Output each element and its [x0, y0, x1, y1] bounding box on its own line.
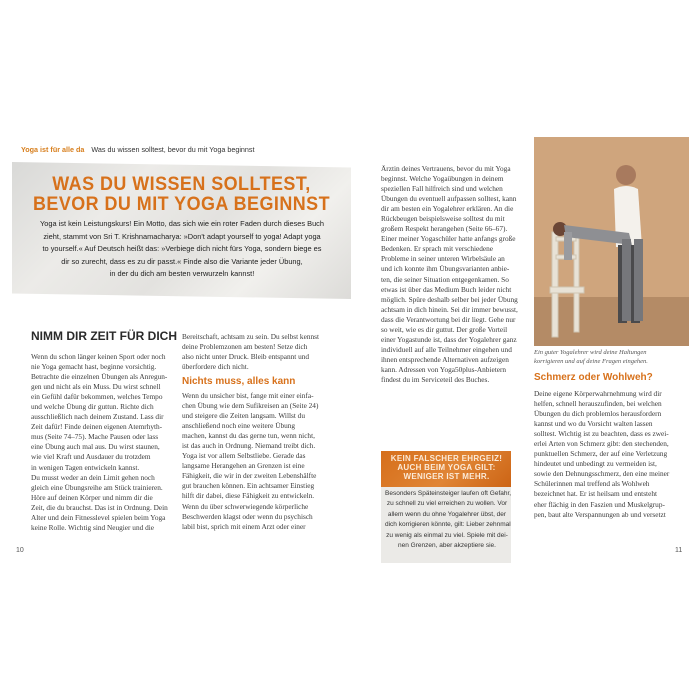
tip-box-title-line: AUCH BEIM YOGA GILT: [397, 463, 496, 472]
text-line: Bedenken. Er sprach mit verschiedene [381, 244, 494, 254]
text-line: gen und nicht als ein Muss. Du wirst schnell [31, 382, 161, 392]
text-line: ausschließlich nach deinem Zustand. Lass dir [31, 412, 164, 422]
text-line: ten, die seiner Situation entgegenkamen. So [381, 274, 509, 284]
text-line: Beschwerden klagst oder wenn du psychisch [182, 511, 313, 521]
text-line: helfen, schnell herauszufinden, bei welchen [534, 399, 662, 409]
text-line: punktuellen Schmerz, der auf eine Verletzung [534, 449, 668, 459]
running-head-title: Was du wissen solltest, bevor du mit Yoga beginnst [91, 145, 255, 154]
text-line: Einer meiner Yogaschüler hatte anfangs große [381, 234, 516, 244]
text-line: also nicht unter Druck. Bleib entspannt und [182, 352, 310, 362]
text-line: bezeichnet hat. Er ist heilsam und entsteht [534, 489, 657, 499]
text-line: und ich konnte ihm Übungsvarianten anbie- [381, 264, 510, 274]
text-line: eine Übung auch mal aus. Du wirst staunen, [31, 442, 160, 452]
text-line: hilft dir dabei, diese Fähigkeit zu entwickeln. [182, 491, 315, 501]
tip-box-line: dich korrigieren könnte, gilt: Lieber zehnmal [385, 521, 511, 529]
text-line: Fähigkeit, die wir in der zweiten Lebenshälfte [182, 471, 317, 481]
text-line: speziellen Fall hilfreich sind und welchen [381, 184, 503, 194]
subsection-heading: Schmerz oder Wohlweh? [534, 372, 653, 383]
page-number-right: 11 [675, 547, 683, 554]
column-1 [31, 352, 171, 533]
tip-box-title [384, 454, 509, 481]
tip-box-line: zu schnell zu viel erreichen zu wollen. Vor [386, 500, 508, 508]
text-line: dir am besten ein Yogalehrer erklären. An die [381, 204, 514, 214]
photo-caption [534, 349, 694, 366]
text-line: kann. Adressen von Yoga50plus-Anbietern [381, 364, 507, 374]
text-line: Höre auf deinen Körper und nimm dir die [31, 492, 153, 502]
text-line: achtsam in dich hinein. Sei dir immer bewusst, [381, 304, 518, 314]
column-4 [534, 389, 684, 520]
text-line: ist das auch in Ordnung. Niemand treibt dich. [182, 441, 316, 451]
text-line: Yoga ist vor allem Selbstliebe. Gerade das [182, 451, 306, 461]
tip-box-title-line: WENIGER IST MEHR. [403, 472, 490, 481]
text-line: Probleme in seiner unteren Wirbelsäule an [381, 254, 505, 264]
intro-text-line: Yoga ist kein Leistungskurs! Ein Motto, das sich wie ein roter Faden durch dieses Buch [39, 219, 324, 228]
intro-text-line: in der du dich am besten verwurzeln kannst! [109, 269, 255, 279]
text-line: individuell auf alle Teilnehmer eingehen und [381, 344, 512, 354]
text-line: erlei Arten von Schmerz gibt: den stechenden, [534, 439, 669, 449]
caption-line: korrigieren und auf deine Fragen eingehen. [534, 357, 648, 365]
caption-line: Ein guter Yogalehrer wird deine Haltungen [534, 349, 647, 356]
text-line: Du musst weder an dein Limit gehen noch [31, 472, 155, 482]
text-line: ihnen entsprechende Alternativen aufzeigen [381, 354, 509, 364]
tip-box-line: Besonders Späteinsteiger laufen oft Gefahr, [385, 490, 512, 497]
text-line: Ärztin deines Vertrauens, bevor du mit Yoga [381, 164, 511, 173]
intro-text-line: to yourself.« Auf Deutsch heißt das: »Verbiege dich nicht fürs Yoga, sondern biege es [42, 244, 322, 254]
text-line: möglich. Spüre deshalb selber bei jeder Übung [381, 294, 518, 304]
text-line: überfordere dich nicht. [182, 362, 249, 372]
text-line: Alter und dein Fitnesslevel spielen beim Yoga [31, 512, 166, 522]
text-line: etwas ist über das Medium Buch leider nicht [381, 284, 512, 294]
column-2-top [182, 332, 327, 372]
tip-box-line: nen Grenzen, aber akzeptiere sie. [398, 542, 496, 550]
running-head [21, 145, 255, 154]
text-line: Übungen du eventuell aufpassen solltest, kann [381, 194, 517, 204]
text-line: keine Rolle. Wichtig sind Neugier und die [31, 522, 154, 532]
column-2 [182, 391, 327, 532]
intro-text-line: dir so zurecht, dass es zu dir passt.« Finde also die Variante jeder Übung, [61, 256, 303, 266]
text-line: eher flächig in den Faszien und Muskelgrup- [534, 499, 665, 509]
text-line: sowie den Dehnungsschmerz, den eine meiner [534, 469, 670, 479]
text-line: deine Problemzonen am besten! Setze dich [182, 342, 308, 352]
text-line: kannst und wo du Vorsicht walten lassen [534, 419, 653, 429]
text-line: so weit, wie es dir guttut. Der große Vorteil [381, 324, 508, 334]
text-line: in wenigen Tagen entwickeln kannst. [31, 462, 140, 472]
text-line: chen Übung wie dem Sufikreisen an (Seite 24) [182, 401, 319, 411]
text-line: Wenn du unsicher bist, fange mit einer einfa- [182, 391, 314, 400]
text-line: dass die Verantwortung bei dir liegt. Gehe nur [381, 314, 516, 324]
section-heading: NIMM DIR ZEIT FÜR DICH [31, 329, 177, 343]
running-head-section: Yoga ist für alle da [21, 145, 85, 154]
subsection-heading: Nichts muss, alles kann [182, 376, 296, 387]
text-line: Zeit, die du brauchst. Das ist in Ordnung. Dein [31, 502, 168, 512]
text-line: machen, kannst du das gerne tun, wenn nicht, [182, 431, 315, 441]
tip-box-line: allem wenn du ohne Yogalehrer übst, der [387, 510, 507, 518]
yoga-photo [534, 137, 689, 346]
tip-box-title-line: KEIN FALSCHER EHRGEIZ! [390, 454, 503, 463]
text-line: Deine eigene Körperwahrnehmung wird dir [534, 389, 662, 398]
text-line: Wenn du schon länger keinen Sport oder noch [31, 352, 166, 361]
tip-box-text [385, 489, 512, 551]
text-line: anschließend noch eine weitere Übung [182, 421, 296, 431]
text-line: und welche Übung dir guttun. Richte dich [31, 402, 154, 412]
text-line: Rückbeugen beispielsweise solltest du mit [381, 214, 505, 224]
intro-text-line: zieht, stammt von Sri T. Krishnamacharya: »Don't adapt yourself to yoga! Adapt yoga [43, 231, 321, 241]
text-line: Schülerinnen mal treffend als Wohlweh [534, 479, 650, 489]
text-line: mus (Seite 74–75). Mache Pausen oder lass [31, 432, 159, 442]
text-line: gleich eine Übungsreihe am Stück trainieren. [31, 482, 163, 492]
text-line: langsame Herangehen an Grenzen ist eine [182, 461, 305, 471]
text-line: Wenn du über schwerwiegende körperliche [182, 501, 309, 511]
text-line: Zeit dafür! Finde deinen eigenen Atemrhyth- [31, 422, 163, 432]
page-number-left: 10 [16, 547, 24, 554]
text-line: Bereitschaft, achtsam zu sein. Du selbst kennst [182, 332, 319, 341]
intro-title-line: WAS DU WISSEN SOLLTEST, [52, 173, 311, 195]
text-line: pen, baut alte Verspannungen ab und versetzt [534, 509, 666, 519]
text-line: einer Yogastunde ist, dass der Yogalehrer ganz [381, 334, 517, 344]
intro-title-line: BEVOR DU MIT YOGA BEGINNST [32, 193, 331, 215]
text-line: gut brauchen können. Ein achtsamer Einstieg [182, 481, 315, 491]
text-line: wie viel Kraft und Ausdauer du trotzdem [31, 452, 151, 462]
text-line: großem Respekt herangehen (Seite 66–67). [381, 224, 508, 234]
text-line: findest du im Serviceteil des Buches. [381, 374, 490, 384]
text-line: Betrachte die einzelnen Übungen als Anregun- [31, 372, 168, 382]
intro-title [26, 174, 338, 214]
tip-box-line: zu wenig als einmal zu viel. Spiele mit dei- [386, 531, 508, 539]
column-3 [381, 164, 521, 385]
text-line: nie Yoga gemacht hast, beginne vorsichtig. [31, 362, 157, 372]
text-line: beginnst. Welche Yogaübungen in deinem [381, 174, 504, 184]
text-line: solltest. Wichtig ist zu beachten, dass es zwei- [534, 429, 669, 439]
text-line: hindeutet und unbedingt zu vermeiden ist, [534, 459, 657, 469]
text-line: Übungen du dich problemlos herausfordern [534, 409, 662, 419]
text-line: labil bist, sprich mit einem Arzt oder einer [182, 521, 306, 531]
text-line: ein Gefühl dafür bekommen, welches Tempo [31, 392, 163, 402]
yoga-photo-illustration [534, 137, 689, 346]
text-line: und steigere die Zeiten langsam. Willst du [182, 411, 305, 421]
intro-text [24, 218, 340, 281]
